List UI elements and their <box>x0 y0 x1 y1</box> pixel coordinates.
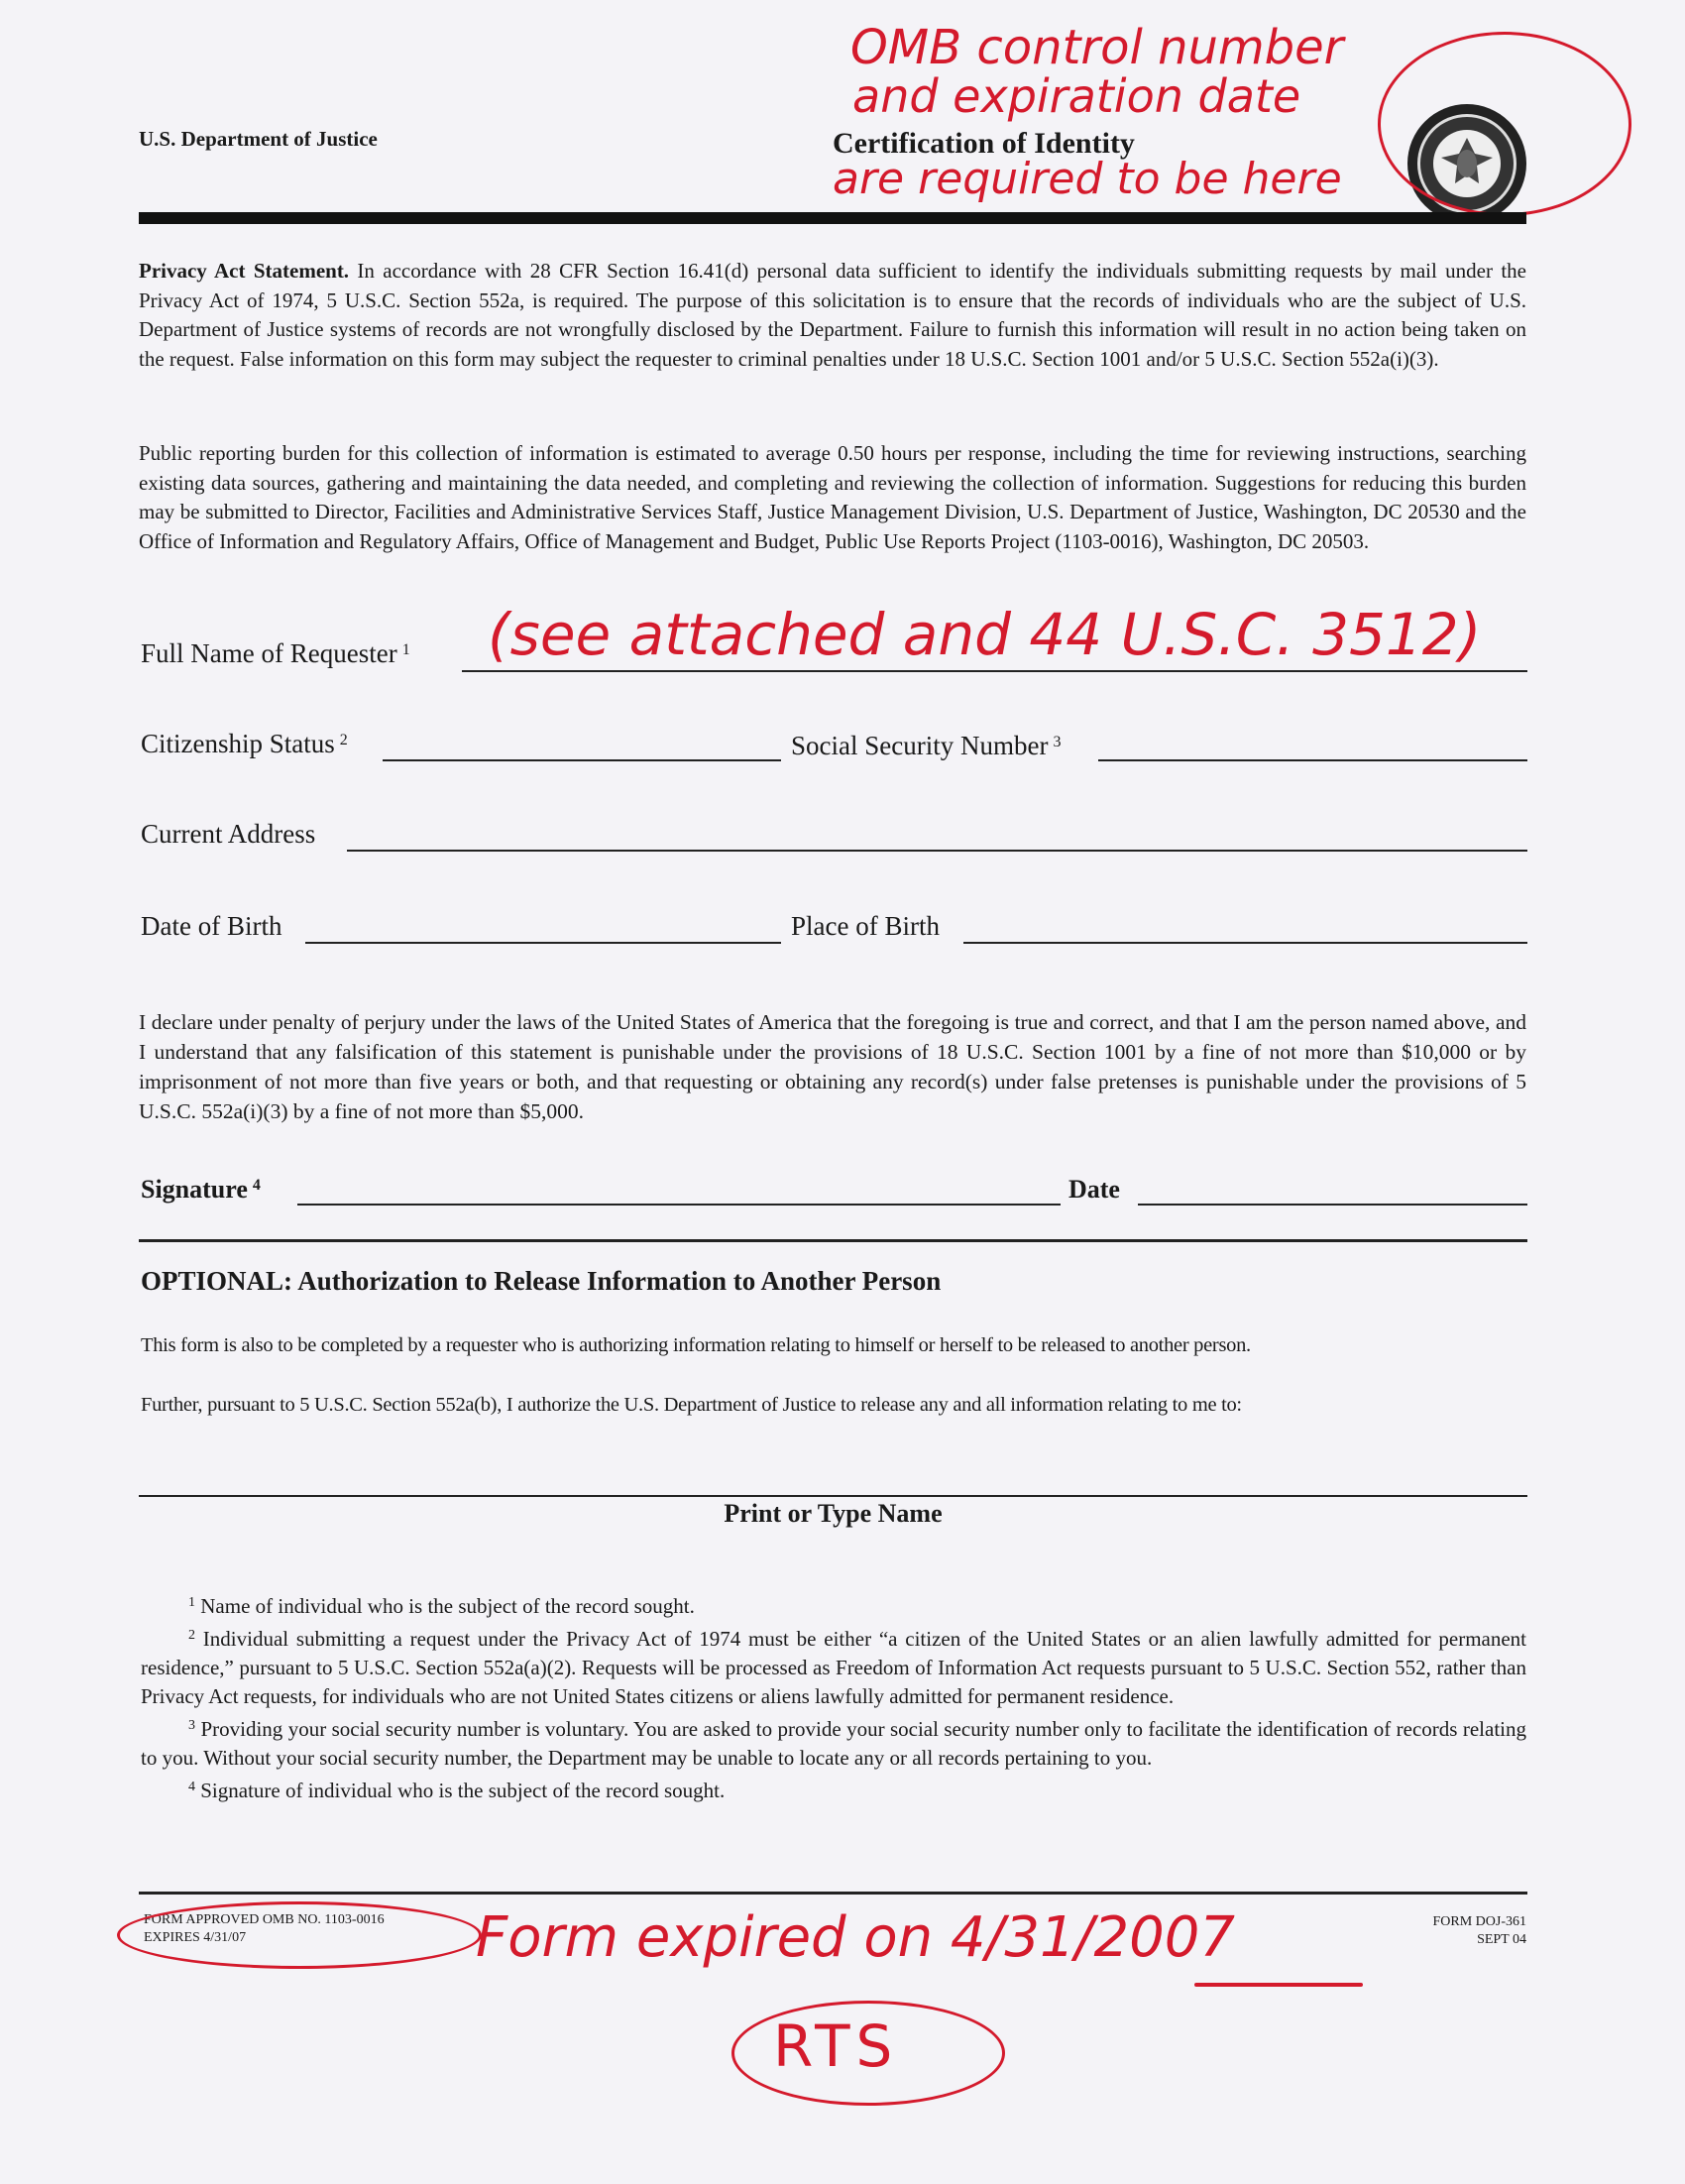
footnote-2: $^2$ Individual submitting a request under the Privacy Act of 1974 must be either “a citizen of the United States or an alien lawfully admitted for permanent residence,” pursuant to 5 U.S.C. Section 552a(a)(2). Requests will be processed as Freedom of Information Act requests pursuant to 5 U.S.C. Section 552, rather than Privacy Act requests, for individuals who are not United States citizens or aliens lawfully admitted for permanent residence. <box>141 1627 1527 1708</box>
omb-number: FORM APPROVED OMB NO. 1103-0016 <box>144 1912 385 1927</box>
optional-line1: This form is also to be completed by a requester who is authorizing information relating to himself or herself to be released to another person. <box>141 1334 1251 1356</box>
dob-label: Date of Birth <box>141 911 282 941</box>
pob-label: Place of Birth <box>791 911 940 941</box>
privacy-body: In accordance with 28 CFR Section 16.41(d) personal data sufficient to identify the individuals submitting requests by mail under the Privacy Act of 1974, 5 U.S.C. Section 552a, is required. The purpose of this solicitation is to ensure that the records of individuals who are the subject of U.S. Department of Justice systems of records are not wrongfully disclosed by the Department. Failure to furnish this information will result in no action being taken on the request. False information on this form may subject the requester to criminal penalties under 18 U.S.C. Section 1001 and/or 5 U.S.C. Section 552a(i)(3). <box>139 259 1526 371</box>
full-name-label: Full Name of Requester $^1$ <box>141 638 410 668</box>
footnotes <box>141 1588 1526 1805</box>
signature-label: Signature $^4$ <box>141 1175 261 1204</box>
date-input[interactable] <box>1138 1204 1527 1206</box>
section-rule <box>139 1239 1527 1242</box>
form-title: Certification of Identity <box>833 127 1135 160</box>
address-label: Current Address <box>141 819 316 849</box>
annotation-omb-line2: and expiration date <box>852 69 1301 123</box>
annotation-omb-line1: OMB control number <box>850 20 1344 75</box>
privacy-heading: Privacy Act Statement. <box>139 259 350 283</box>
citizenship-input[interactable] <box>383 759 781 761</box>
annotation-circle-seal <box>1378 32 1631 216</box>
privacy-act-statement <box>139 257 1526 374</box>
optional-heading: OPTIONAL: Authorization to Release Information to Another Person <box>141 1266 942 1296</box>
footer-rule <box>139 1892 1527 1895</box>
header-rule <box>139 212 1526 224</box>
print-name-label: Print or Type Name <box>724 1499 943 1528</box>
omb-expiry: EXPIRES 4/31/07 <box>144 1930 247 1945</box>
form-date: SEPT 04 <box>1477 1932 1526 1947</box>
optional-line2: Further, pursuant to 5 U.S.C. Section 552a(b), I authorize the U.S. Department of Justice to release any and all information relating to me to: <box>141 1394 1242 1416</box>
full-name-input[interactable] <box>462 670 1527 672</box>
footnote-4: $^4$ Signature of individual who is the subject of the record sought. <box>188 1779 726 1802</box>
declaration: I declare under penalty of perjury under the laws of the United States of America that the foregoing is true and correct, and that I am the person named above, and I understand that any falsification of this statement is punishable under the provisions of 18 U.S.C. Section 1001 by a fine of not more than $10,000 or by imprisonment of not more than five years or both, and that requesting or obtaining any record(s) under false pretenses is punishable under the provisions of 5 U.S.C. 552a(i)(3) by a fine of not more than $5,000. <box>139 1010 1526 1123</box>
annotation-rts-circle <box>731 2001 1005 2106</box>
form-id: FORM DOJ-361 <box>1432 1914 1526 1929</box>
dob-input[interactable] <box>305 942 781 944</box>
ssn-label: Social Security Number $^3$ <box>791 731 1062 760</box>
annotation-underline <box>1194 1983 1363 1987</box>
agency-name: U.S. Department of Justice <box>139 127 378 151</box>
citizenship-label: Citizenship Status $^2$ <box>141 729 348 758</box>
date-label: Date <box>1068 1175 1120 1204</box>
annotation-form-expired: Form expired on 4/31/2007 <box>476 1905 1236 1970</box>
footnote-3: $^3$ Providing your social security number is voluntary. You are asked to provide your social security number only to facilitate the identification of records relating to you. Without your social security number, the Department may be unable to locate any or all records pertaining to you. <box>141 1717 1527 1770</box>
annotation-omb-line3: are required to be here <box>833 154 1342 204</box>
address-input[interactable] <box>347 850 1527 852</box>
annotation-omb-circle <box>117 1901 482 1969</box>
footnote-1: $^1$ Name of individual who is the subject of the record sought. <box>188 1594 695 1618</box>
authorized-person-name-input[interactable] <box>139 1495 1527 1497</box>
burden-statement: Public reporting burden for this collection of information is estimated to average 0.50 hours per response, including the time for reviewing instructions, searching existing data sources, gathering and maintaining the data needed, and completing and reviewing the collection of information. Suggestions for reducing this burden may be submitted to Director, Facilities and Administrative Services Staff, Justice Management Division, U.S. Department of Justice, Washington, DC 20530 and the Office of Information and Regulatory Affairs, Office of Management and Budget, Public Use Reports Project (1103-0016), Washington, DC 20503. <box>139 441 1526 553</box>
form-number <box>1368 1913 1526 1949</box>
annotation-rts: RTS <box>773 2012 899 2080</box>
ssn-input[interactable] <box>1098 759 1527 761</box>
annotation-see-attached: (see attached and 44 U.S.C. 3512) <box>488 601 1482 668</box>
pob-input[interactable] <box>963 942 1527 944</box>
signature-input[interactable] <box>297 1204 1061 1206</box>
